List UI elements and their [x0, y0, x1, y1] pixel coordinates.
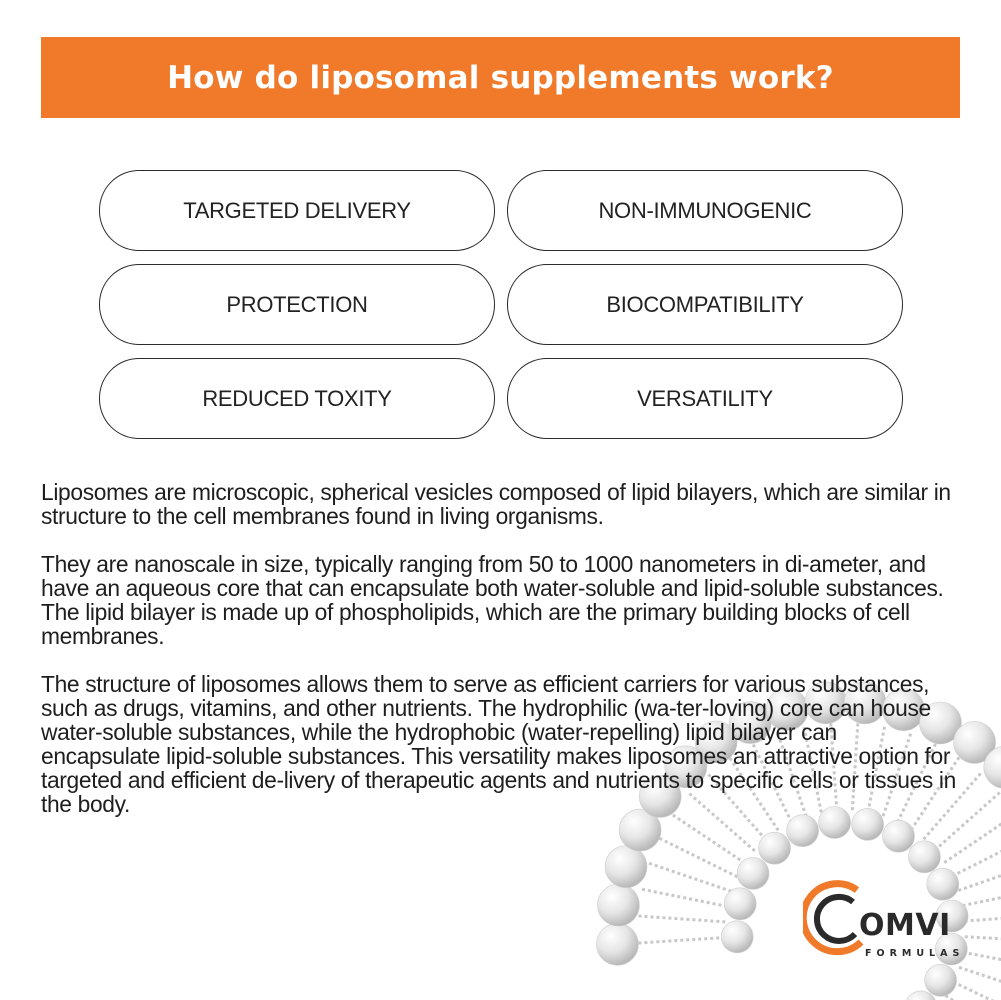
- lipid-head: [883, 820, 915, 852]
- paragraph: The structure of liposomes allows them to serve as efficient carriers for various substances, such as drugs, vitamins, and other nutrients. The hydrophilic (wa-ter-loving) core can house water-soluble substances, while the hydrophobic (water-repelling) lipid bilayer can encapsulate lipid-soluble substances. This versatility makes liposomes an attractive option for targeted and efficient de-livery of therapeutic agents and nutrients to specific cells or tissues in the body.: [41, 671, 956, 817]
- lipid-head: [596, 923, 638, 965]
- feature-label: BIOCOMPATIBILITY: [606, 291, 804, 317]
- lipid-tail: [636, 916, 726, 922]
- feature-pill-protection: [99, 264, 495, 345]
- logo-mark-icon: [803, 880, 867, 956]
- lipid-tail: [635, 938, 725, 944]
- lipid-tail: [657, 837, 738, 877]
- lipid-tail: [646, 862, 731, 891]
- feature-pill-non-immunogenic: [507, 170, 903, 251]
- lipid-tail: [639, 889, 727, 907]
- feature-pill-versatility: [507, 358, 903, 439]
- lipid-head: [605, 846, 647, 888]
- lipid-tail: [965, 937, 1001, 942]
- lipid-tail: [953, 982, 1001, 1000]
- lipid-head: [721, 921, 753, 953]
- feature-label: NON-IMMUNOGENIC: [598, 197, 812, 223]
- lipid-tail: [670, 813, 745, 863]
- brand-logo: [803, 880, 963, 970]
- description: [41, 480, 961, 816]
- feature-pill-reduced-toxity: [99, 358, 495, 439]
- feature-label: PROTECTION: [226, 291, 368, 317]
- lipid-tail: [965, 914, 1001, 921]
- paragraph: They are nanoscale in size, typically ranging from 50 to 1000 nanometers in di-ameter, and have an aqueous core that can encapsulate both water-soluble and lipid-soluble substances. The lipid bilayer is made up of phospholipids, which are the primary building blocks of cell membranes.: [41, 551, 944, 649]
- lipid-tail: [959, 967, 1001, 995]
- lipid-head: [724, 888, 756, 920]
- lipid-tail: [958, 861, 1001, 891]
- page-title: How do liposomal supplements work?: [167, 59, 834, 96]
- feature-grid: [99, 170, 903, 439]
- feature-label: VERSATILITY: [637, 385, 773, 411]
- logo-tagline: FORMULAS: [865, 948, 965, 959]
- logo-wordmark: OMVI: [859, 908, 951, 943]
- lipid-head: [908, 841, 940, 873]
- lipid-head: [787, 815, 819, 847]
- lipid-tail: [944, 812, 1001, 863]
- lipid-head: [737, 857, 769, 889]
- paragraph: Liposomes are microscopic, spherical vesicles composed of lipid bilayers, which are similar in structure to the cell membranes found in living organisms.: [41, 479, 951, 529]
- lipid-head: [597, 884, 639, 926]
- lipid-tail: [963, 887, 1001, 905]
- feature-pill-targeted-delivery: [99, 170, 495, 251]
- title-banner: [41, 37, 960, 118]
- feature-pill-biocompatibility: [507, 264, 903, 345]
- feature-label: TARGETED DELIVERY: [183, 197, 411, 223]
- lipid-head: [759, 832, 791, 864]
- feature-label: REDUCED TOXITY: [202, 385, 392, 411]
- lipid-tail: [963, 952, 1001, 969]
